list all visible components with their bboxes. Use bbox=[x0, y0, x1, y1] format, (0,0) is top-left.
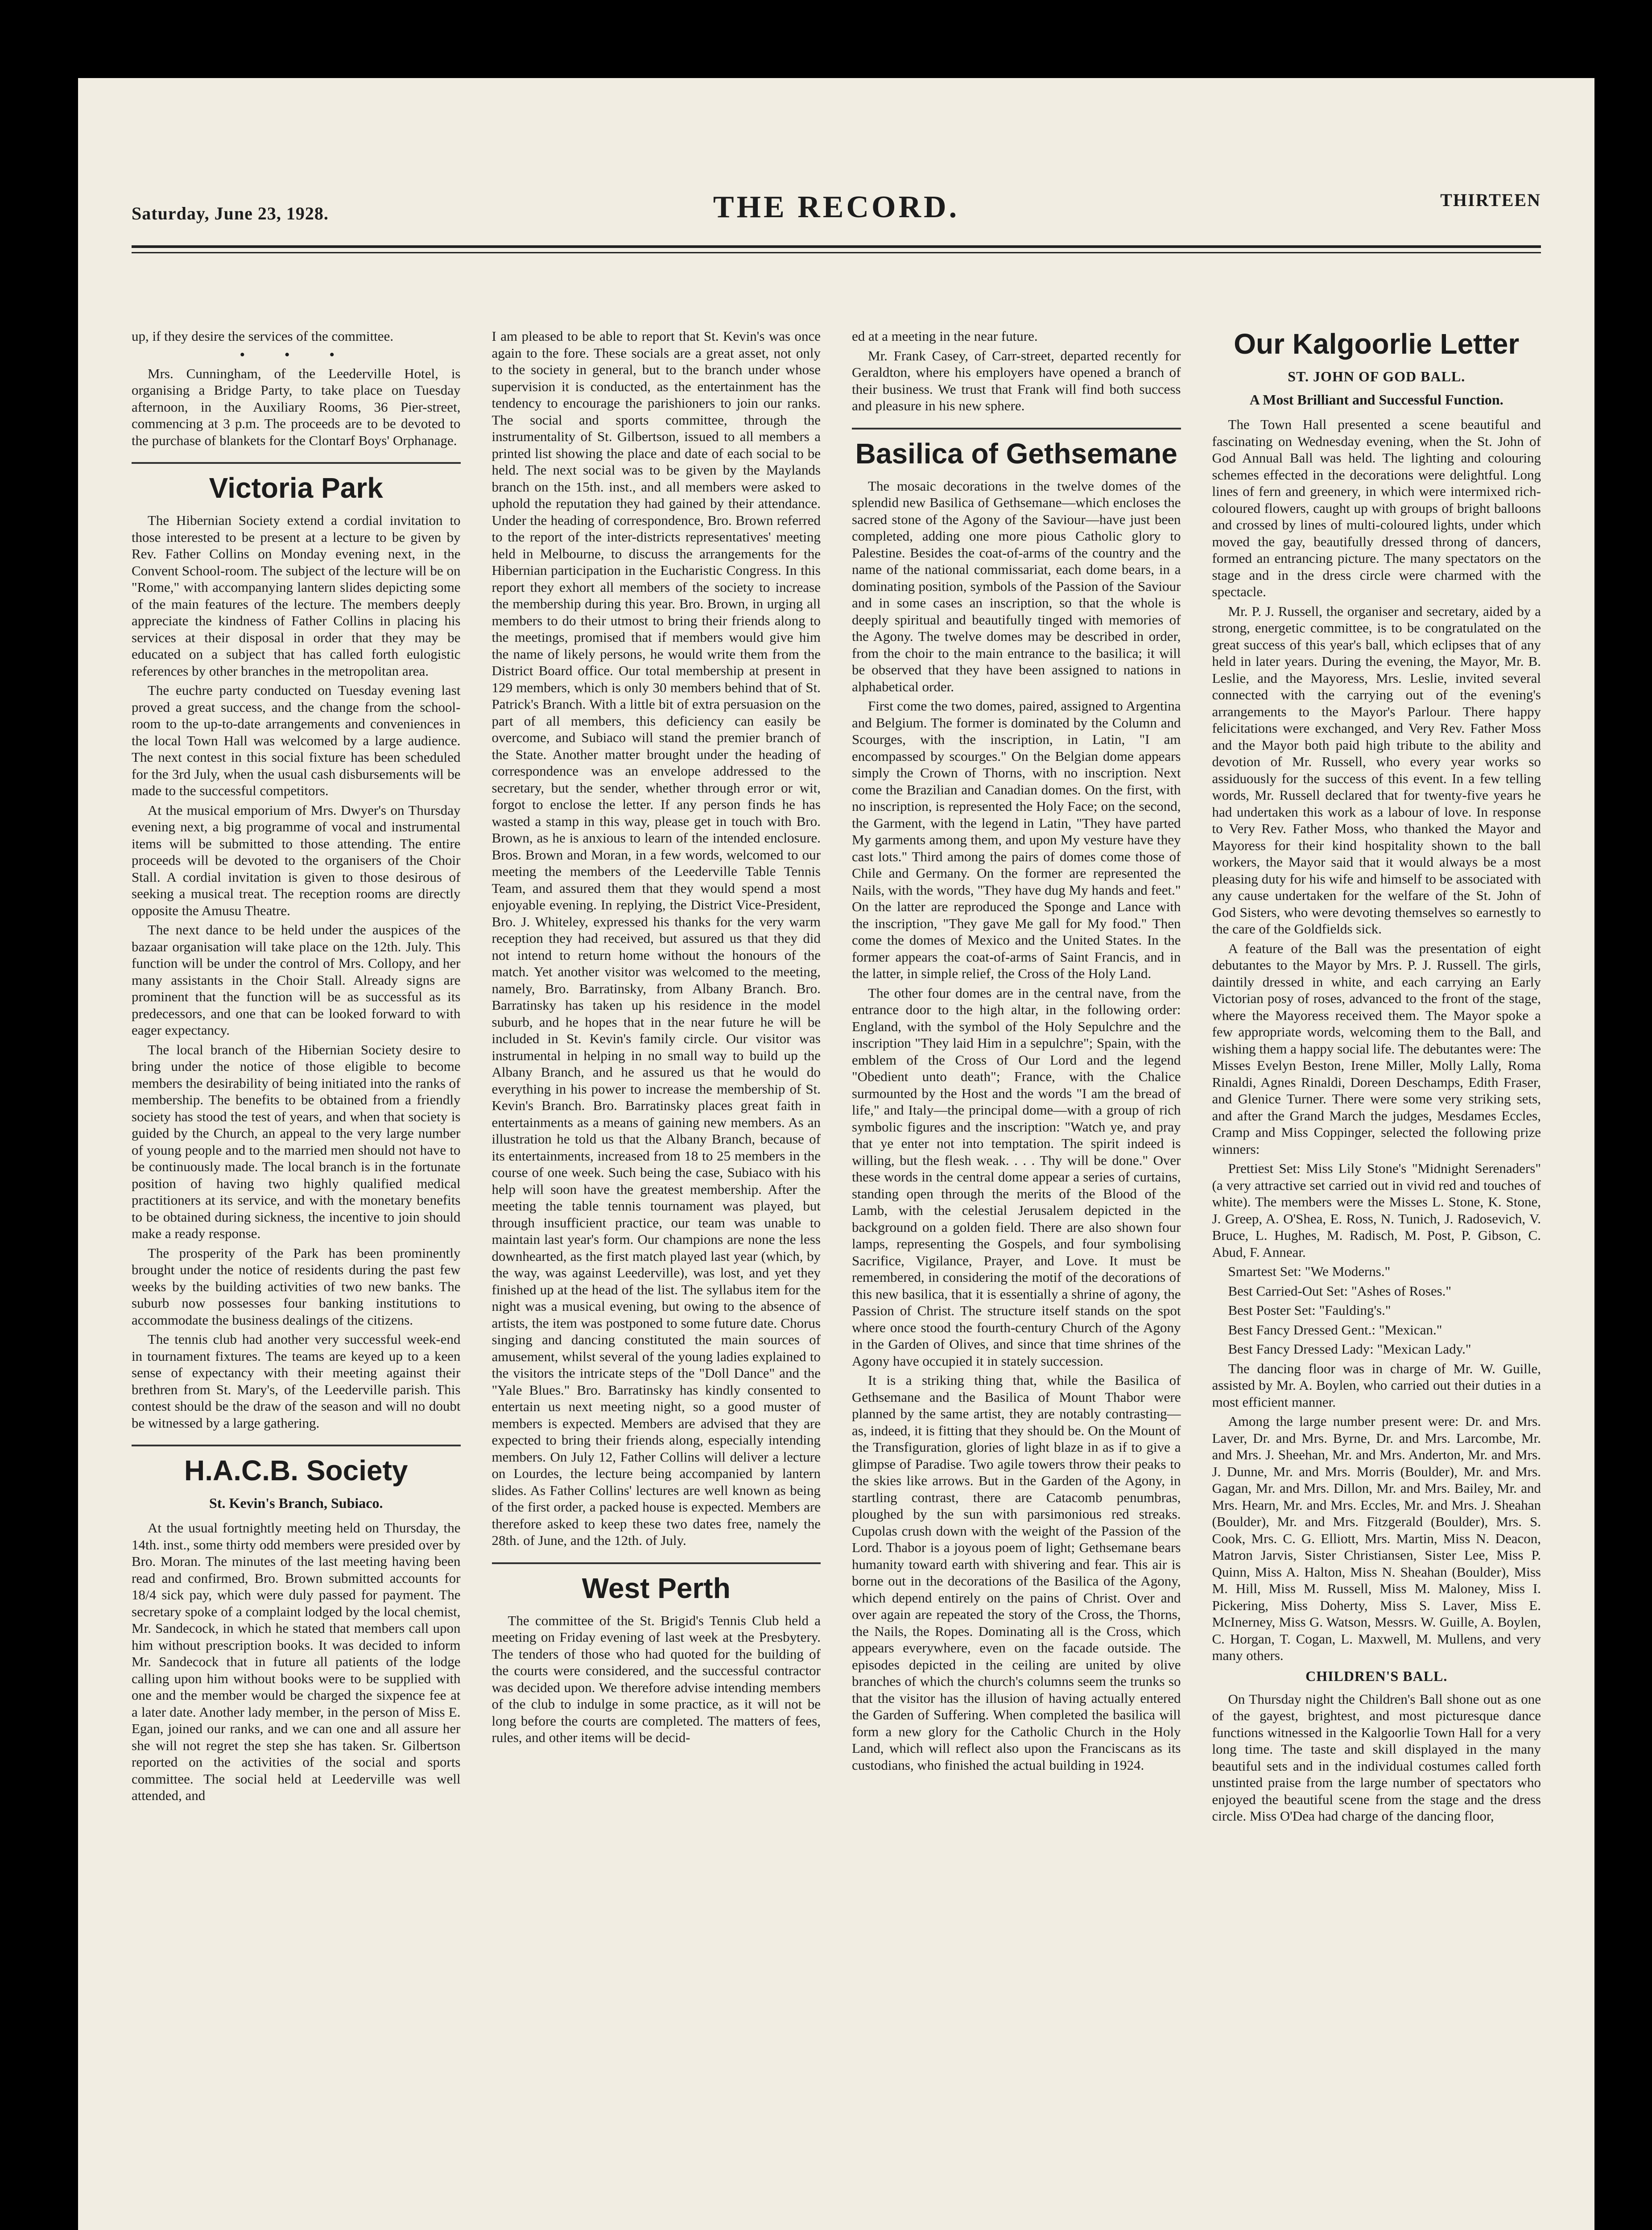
page-number: THIRTEEN bbox=[1440, 190, 1541, 210]
paragraph: Mr. Frank Casey, of Carr-street, departed recently for Geraldton, where his employers have opened a branch of their business. We trust that Frank will find both success and pleasure in his new sphere. bbox=[852, 347, 1181, 413]
paragraph: Mr. P. J. Russell, the organiser and secretary, aided by a strong, energetic committee, is to be congratulated on the great success of this year's ball, which eclipses that of any held in later years. During the evening, the Mayor, Mr. B. Leslie, and the Mayoress, Mrs. Leslie, invited several connected with the carrying out of the evening's arrangements to the Mayor's Parlour. There happy felicitations were exchanged, and Very Rev. Father Moss and the Mayor both paid high tribute to the ability and devotion of Mr. Russell, who every year works so assiduously for the success of this event. In a few telling words, Mr. Russell declared that for twenty-five years he had undertaken this work as a labour of love. In response to Very Rev. Father Moss, who thanked the Mayor and Mayoress for their kind hospitality shown to the ball workers, the Mayor said that it would always be a most pleasing duty for his wife and himself to be associated with any cause undertaken for the welfare of the St. John of God Sisters, who were devoting themselves so earnestly to the care of the Goldfields sick. bbox=[1212, 603, 1541, 937]
column-1 bbox=[132, 328, 461, 2230]
paragraph: The Hibernian Society extend a cordial invitation to those interested to be present at a lecture to be given by Rev. Father Collins on Monday evening next, in the Convent School-room. The subject of the lecture will be on "Rome," with accompanying lantern slides depicting some of the main features of the lecture. The members deeply appreciate the kindness of Father Collins in placing his services at their disposal in order that they may be educated on a subject that has called forth eulogistic references by other branches in the metropolitan area. bbox=[132, 512, 461, 679]
heading-basilica-of-gethsemane: Basilica of Gethsemane bbox=[852, 428, 1181, 470]
heading-kalgoorlie-letter: Our Kalgoorlie Letter bbox=[1234, 328, 1520, 360]
paragraph: I am pleased to be able to report that St. Kevin's was once again to the fore. These socials are a great asset, not only to the society in general, but to the branch under whose supervision it is conducted, as the entertainment has the tendency to encourage the parishioners to join our ranks. The social and sports committee, through the instrumentality of St. Gilbertson, issued to all members a printed list showing the place and date of each social to be held. The next social was to be given by the Maylands branch on the 15th. inst., and all members were asked to uphold the reputation they had gained by their attendance. Under the heading of correspondence, Bro. Brown referred to the report of the inter-districts representatives' meeting held in Melbourne, to discuss the arrangements for the Hibernian participation in the Eucharistic Congress. In this report they exhort all members of the society to increase the membership during this year. Bro. Brown, in urging all members to do their utmost to bring their friends along to the meetings, promised that if members would give him the name of likely persons, he would write them from the District Board office. Our total membership at present in 129 members, which is only 30 members behind that of St. Patrick's Branch. With a little bit of extra persuasion on the part of all members, this deficiency can easily be overcome, and Subiaco will stand the premier branch of the State. Another matter brought under the heading of correspondence was an envelope addressed to the secretary, but the sender, whether through error or wit, forgot to enclose the letter. If any person finds he has wasted a stamp in this way, please get in touch with Bro. Brown, as he is anxious to learn of the intended enclosure. Bros. Brown and Moran, in a few words, welcomed to our meeting the members of the Leederville Table Tennis Team, and assured them that they would spend a most enjoyable evening. In replying, the District Vice-President, Bro. J. Whiteley, expressed his thanks for the very warm reception they had received, but assured us that they did not intend to return home without the honours of the match. Yet another visitor was welcomed to the meeting, namely, Bro. Barratinsky, from Albany Branch. Bro. Barratinsky has taken up his residence in the model suburb, and he hopes that in the near future he will be included in St. Kevin's family circle. Our visitor was instrumental in helping in no small way to build up the Albany Branch, and he assured us that he would do everything in his power to increase the membership of St. Kevin's Branch. Bro. Barratinsky places great faith in entertainments as a means of gaining new members. As an illustration he told us that the Albany Branch, because of its entertainments, increased from 18 to 25 members in the course of one week. Such being the case, Subiaco with his help will soon have the greatest membership. After the meeting the table tennis tournament was played, but through insufficient practice, our team was unable to maintain last year's form. Our champions are none the less downhearted, as the first match played last year (which, by the way, was against Leederville), was lost, and yet they finished up at the head of the list. The syllabus item for the night was a musical evening, but owing to the absence of artists, the item was postponed to some future date. Chorus singing and dancing constituted the main sources of amusement, whilst several of the young ladies explained to the visitors the intricate steps of the "Doll Dance" and the "Yale Blues." Bro. Barratinsky has kindly consented to entertain us next meeting night, so a good muster of members is expected. Members are advised that they are expected to bring their friends along, especially intending members. On July 12, Father Collins will deliver a lecture on Lourdes, the lecture being accompanied by lantern slides. As Father Collins' lectures are well known as being of the first order, a packed house is expected. Members are therefore asked to keep these two dates free, namely the 28th. of June, and the 12th. of July. bbox=[491, 328, 821, 1548]
paper-title: THE RECORD. bbox=[713, 190, 960, 224]
paragraph: Best Carried-Out Set: "Ashes of Roses." bbox=[1228, 1283, 1452, 1299]
paragraph: On Thursday night the Children's Ball shone out as one of the gayest, brightest, and most picturesque dance functions witnessed in the Kalgoorlie Town Hall for a very long time. The taste and skill displayed in the many beautiful sets and in the individual costumes called forth unstinted praise from the large number of spectators who enjoyed the beautiful scene from the stage and the dress circle. Miss O'Dea had charge of the dancing floor, bbox=[1212, 1691, 1541, 1824]
subheading-brilliant-function: A Most Brilliant and Successful Function. bbox=[1249, 392, 1503, 408]
masthead-rule-top bbox=[132, 245, 1541, 248]
paragraph: The local branch of the Hibernian Society desire to bring under the notice of those eligible to become members the desirability of being initiated into the ranks of membership. The benefits to be obtained from a friendly society has stood the test of years, and when that society is guided by the Church, an appeal to the very large number of young people and to the married men should not have to be continuously made. The local branch is in the fortunate position of having two highly qualified medical practitioners at its service, and with the monetary benefits to be obtained during sickness, the incentive to join should make a ready response. bbox=[132, 1041, 461, 1241]
issue-date: Saturday, June 23, 1928. bbox=[132, 203, 329, 223]
paragraph: The euchre party conducted on Tuesday evening last proved a great success, and the change from the school-room to the up-to-date arrangements and conveniences in the local Town Hall was welcomed by a large audience. The next contest in this social fixture has been scheduled for the 3rd July, when the usual cash disbursements will be made to the successful competitors. bbox=[132, 682, 461, 798]
heading-hacb-society: H.A.C.B. Society bbox=[132, 1445, 461, 1487]
paragraph: Best Fancy Dressed Gent.: "Mexican." bbox=[1228, 1321, 1442, 1338]
paragraph: The mosaic decorations in the twelve domes of the splendid new Basilica of Gethsemane—which encloses the sacred stone of the Agony of the Saviour—have just been completed, adding one more pious Catholic glory to Palestine. Besides the coat-of-arms of the country and the name of the national commissariat, each dome bears, in a dominating position, symbols of the Passion of the Saviour and in some cases an inscription, so that the whole is deeply spiritual and beautifully tinged with memories of the Agony. The twelve domes may be described in order, from the choir to the main entrance to the basilica; it will be observed that they have been assigned to nations in alphabetical order. bbox=[852, 478, 1181, 694]
paragraph: Best Poster Set: "Faulding's." bbox=[1228, 1302, 1391, 1318]
newspaper-page bbox=[78, 78, 1594, 2230]
column-4 bbox=[1212, 328, 1541, 2230]
paragraph: The tennis club had another very successful week-end in tournament fixtures. The teams are keyed up to a keen sense of expectancy with their meeting against their brethren from St. Mary's, of the Leederville parish. This contest should be the draw of the season and will no doubt be witnessed by a large gathering. bbox=[132, 1331, 461, 1431]
paragraph: Prettiest Set: Miss Lily Stone's "Midnight Serenaders" (a very attractive set carried out in vivid red and touches of white). The members were the Misses L. Stone, K. Stone, J. Greep, A. O'Shea, E. Ross, N. Tunich, J. Radosevich, V. Bruce, L. Hughes, M. Radisch, M. Post, P. Gibson, C. Abud, F. Annear. bbox=[1212, 1160, 1541, 1260]
subheading-st-kevins-branch: St. Kevin's Branch, Subiaco. bbox=[209, 1495, 383, 1511]
paragraph: The committee of the St. Brigid's Tennis Club held a meeting on Friday evening of last week at the Presbytery. The tenders of those who had quoted for the building of the courts were considered, and the successful contractor was decided upon. We therefore advise intending members of the club to indulge in some practice, as it will not be long before the courts are completed. The matters of fees, rules, and other items will be decid- bbox=[491, 1612, 821, 1745]
heading-victoria-park: Victoria Park bbox=[132, 462, 461, 504]
subheading-childrens-ball: CHILDREN'S BALL. bbox=[1305, 1668, 1448, 1684]
masthead-rule-bottom bbox=[132, 252, 1541, 253]
paragraph: Best Fancy Dressed Lady: "Mexican Lady." bbox=[1228, 1341, 1471, 1357]
article-columns bbox=[132, 328, 1541, 2230]
column-3 bbox=[852, 328, 1181, 2230]
paragraph: The Town Hall presented a scene beautiful and fascinating on Wednesday evening, when the St. John of God Annual Ball was held. The lighting and colouring schemes effected in the decorations were delightful. Long lines of fern and greenery, in which were intermixed rich-coloured flowers, caught up with groups of bright balloons and crossed by lines of multi-coloured lights, under which moved the gay, beautifully dressed throng of dancers, formed an entrancing picture. The many spectators on the stage and in the dress circle were charmed with the spectacle. bbox=[1212, 417, 1541, 599]
paragraph: The prosperity of the Park has been prominently brought under the notice of residents during the past few weeks by the building activities of two new banks. The suburb now possesses four banking institutions to accommodate the business dealings of the citizens. bbox=[132, 1245, 461, 1328]
paragraph: The other four domes are in the central nave, from the entrance door to the high altar, in the following order: England, with the symbol of the Holy Sepulchre and the inscription "They laid Him in a sepulchre"; Spain, with the emblem of the Cross of Our Lord and the legend "Obedient unto death"; France, with the Chalice surmounted by the Host and the words "I am the bread of life," and Italy—the principal dome—with a group of rich symbolic figures and the inscription: "Watch ye, and pray that ye enter not into temptation. The spirit indeed is willing, but the flesh weak. . . . Thy will be done." Over these words in the central dome appear a series of curtains, standing open through the merits of the Blood of the Lamb, with the celestial Jerusalem depicted in the background on a golden field. There are also shown four lamps, representing the Gospels, and four symbolising Sacrifice, Vigilance, Prayer, and Love. It must be remembered, in considering the motif of the decorations of this new basilica, that it is essentially a shrine of agony, the Passion of Christ. The structure itself stands on the spot where once stood the fourth-century Church of the Agony in the Garden of Olives, and since that time shrines of the Agony have occupied it in stately succession. bbox=[852, 985, 1181, 1369]
separator-dots: • • • bbox=[240, 346, 353, 363]
masthead bbox=[132, 185, 1541, 239]
column-2 bbox=[492, 328, 821, 2230]
paragraph: ed at a meeting in the near future. bbox=[852, 328, 1038, 344]
paragraph: A feature of the Ball was the presentation of eight debutantes to the Mayor by Mrs. P. J. Russell. The girls, daintily dressed in white, and each carrying an Early Victorian posy of roses, advanced to the front of the stage, where the Mayoress received them. The Mayor spoke a few appropriate words, welcoming them to the Ball, and wishing them a happy social life. The debutantes were: The Misses Evelyn Beston, Irene Miller, Molly Lally, Roma Rinaldi, Agnes Rinaldi, Doreen Deschamps, Edith Fraser, and Glenice Turner. There were some very striking sets, and after the Grand March the judges, Mesdames Eccles, Cramp and Miss Coppinger, selected the following prize winners: bbox=[1212, 940, 1541, 1157]
paragraph: Among the large number present were: Dr. and Mrs. Laver, Dr. and Mrs. Byrne, Dr. and Mrs. Larcombe, Mr. and Mrs. J. Sheehan, Mr. and Mrs. Anderton, Mr. and Mrs. J. Dunne, Mr. and Mrs. Morris (Boulder), Mr. and Mrs. Gagan, Mr. and Mrs. Dillon, Mr. and Mrs. Bailey, Mr. and Mrs. Hearn, Mr. and Mrs. Eccles, Mr. and Mrs. J. Sheahan (Boulder), Mr. and Mrs. Fitzgerald (Boulder), Mrs. S. Cook, Mrs. C. G. Elliott, Mrs. Martin, Miss N. Deacon, Matron Jarvis, Sister Christiansen, Sister Lee, Miss P. Quinn, Miss A. Halton, Miss N. Sheahan (Boulder), Miss M. Hill, Miss M. Russell, Miss M. Maloney, Miss I. Pickering, Miss Doherty, Miss S. Laver, Miss E. McInerney, Miss G. Watson, Messrs. W. Guille, A. Boylen, C. Horgan, T. Cogan, L. Maxwell, M. Mullens, and very many others. bbox=[1212, 1413, 1541, 1663]
paragraph: Smartest Set: "We Moderns." bbox=[1228, 1264, 1391, 1279]
heading-west-perth: West Perth bbox=[492, 1562, 821, 1604]
paragraph: The next dance to be held under the auspices of the bazaar organisation will take place on the 12th. July. This function will be under the control of Mrs. Collopy, and her many assistants in the Choir Stall. Already signs are prominent that the function will be as successful as its predecessors, and one that can be looked forward to with eager expectancy. bbox=[132, 922, 461, 1038]
paragraph: First come the two domes, paired, assigned to Argentina and Belgium. The former is dominated by the Column and Scourges, with the inscription, in Latin, "I am encompassed by scourges." On the Belgian dome appears simply the Crown of Thorns, with no inscription. Next come the Brazilian and Canadian domes. On the first, with no inscription, is represented the Holy Face; on the second, the Garment, with the legend in Latin, "They have parted My garments among them, and upon My vesture have they cast lots." Third among the pairs of domes come those of Chile and Germany. On the former are represented the Nails, with the words, "They have dug My hands and feet." On the latter are reproduced the Sponge and Lance with the inscription, "They gave Me gall for My food." Then come the domes of Mexico and the United States. In the former appears the coat-of-arms of Saint Francis, and in the latter, in simple relief, the Cross of the Holy Land. bbox=[852, 698, 1181, 981]
paragraph: At the musical emporium of Mrs. Dwyer's on Thursday evening next, a big programme of vocal and instrumental items will be submitted to those attending. The entire proceeds will be devoted to the organisers of the Choir Stall. A cordial invitation is given to those desirous of seeking a musical treat. The reception rooms are directly opposite the Amusu Theatre. bbox=[132, 802, 461, 918]
paragraph: Mrs. Cunningham, of the Leederville Hotel, is organising a Bridge Party, to take place on Tuesday afternoon, in the Auxiliary Rooms, 36 Pier-street, commencing at 3 p.m. The proceeds are to be devoted to the purchase of blankets for the Clontarf Boys' Orphanage. bbox=[132, 365, 461, 448]
paragraph: The dancing floor was in charge of Mr. W. Guille, assisted by Mr. A. Boylen, who carried out their duties in a most efficient manner. bbox=[1212, 1360, 1541, 1410]
paragraph: up, if they desire the services of the committee. bbox=[132, 328, 394, 344]
subheading-st-john-of-god-ball: ST. JOHN OF GOD BALL. bbox=[1288, 368, 1466, 384]
paragraph: At the usual fortnightly meeting held on Thursday, the 14th. inst., some thirty odd members were presided over by Bro. Moran. The minutes of the last meeting having been read and confirmed, Bro. Brown submitted accounts for 18/4 sick pay, which were duly passed for payment. The secretary spoke of a complaint lodged by the local chemist, Mr. Sandecock, in which he stated that members call upon him without prescription books. It was decided to inform Mr. Sandecock that in future all patients of the lodge calling upon him without books were to be supplied with one and the member would be charged the sixpence fee at a later date. Another lady member, in the person of Miss E. Egan, joined our ranks, and we can one and all assure her she will not regret the step she has taken. Sr. Gilbertson reported on the activities of the social and sports committee. The social held at Leederville was well attended, and bbox=[132, 1520, 461, 1803]
paragraph: It is a striking thing that, while the Basilica of Gethsemane and the Basilica of Mount Thabor were planned by the same artist, they are notably contrasting—as, indeed, it is fitting that they should be. On the Mount of the Transfiguration, glories of light blaze in as if to give a glimpse of Paradise. Two agile towers throw their peaks to the skies like arrows. But in the Garden of the Agony, in startling contrast, there are Catacomb penumbras, ploughed by the sun with parsimonious red streaks. Cupolas crush down with the weight of the Passion of the Lord. Thabor is a joyous poem of light; Gethsemane bears humanity toward earth with shivering and fear. This air is borne out in the decorations of the Basilica of the Agony, which depend entirely on the pains of Christ. Over and over again are repeated the story of the Cross, the Thorns, the Nails, the Ropes. Dominating all is the Cross, which appears everywhere, even on the facade outside. The episodes depicted in the ceiling are united by olive branches of which the church's columns seem the trunks so that the visitor has the illusion of having actually entered the Garden of Suffering. When completed the basilica will form a new glory for the Catholic Church in the Holy Land, which will reflect also upon the Franciscans as its custodians, who finished the actual building in 1924. bbox=[852, 1372, 1181, 1773]
